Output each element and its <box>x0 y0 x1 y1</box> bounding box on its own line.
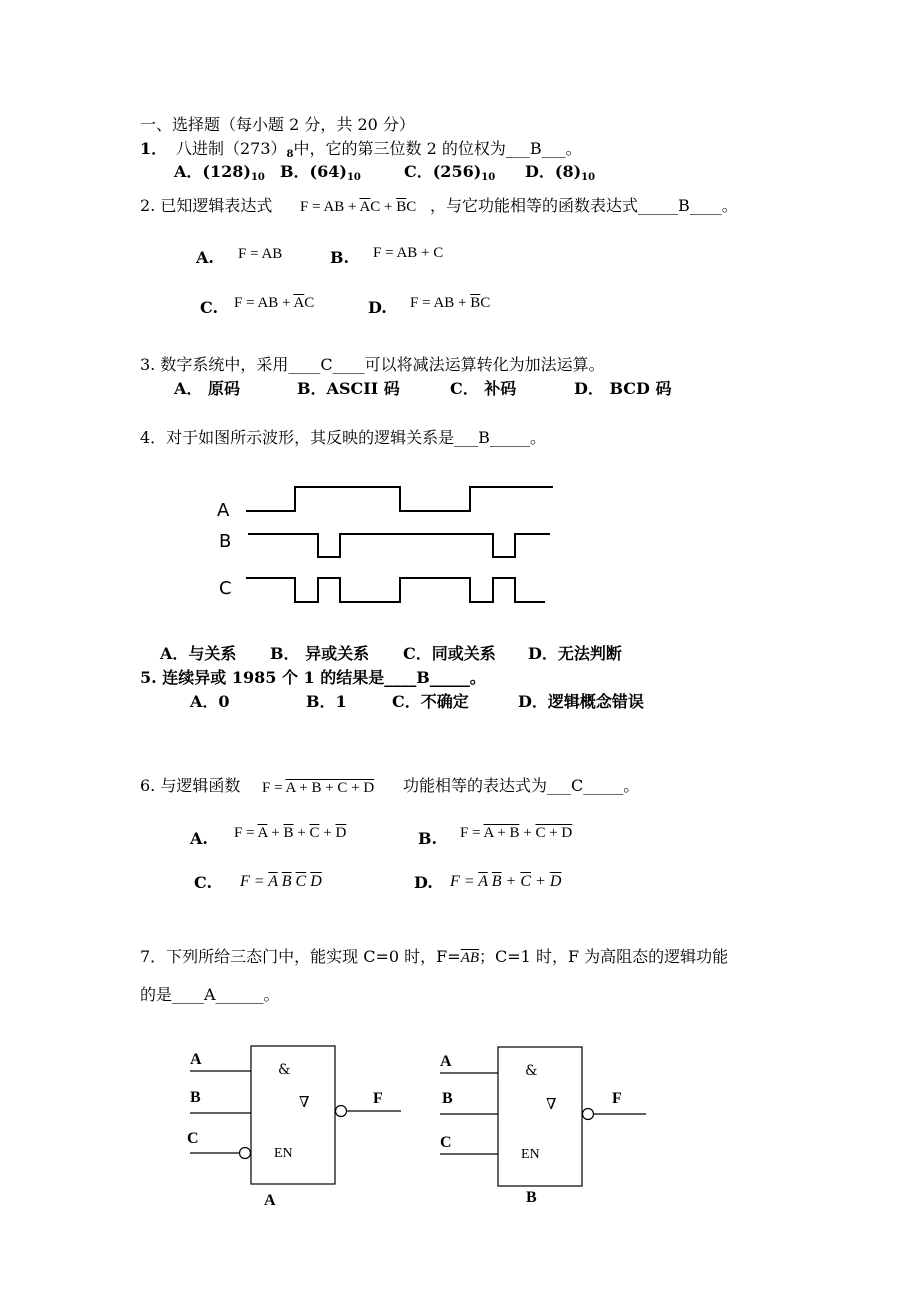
q1-number: 1． <box>140 139 168 158</box>
gate-a-box <box>251 1046 335 1184</box>
gate-a-output-f: F <box>373 1090 383 1107</box>
q7-stem-line2: 的是____A______。 <box>140 985 280 1004</box>
q2-suffix: ，与它功能相等的函数表达式_____B____。 <box>430 196 738 215</box>
q6-option-c: $F = \overline{A}$ $\overline{B}$ $\overline{C}$ $\overline{D}$ <box>240 873 322 890</box>
gate-a-input-a: A <box>190 1051 202 1068</box>
q5-option-c: C．不确定 <box>392 692 469 711</box>
signal-label-b: B <box>219 531 232 552</box>
signal-label-a: A <box>217 500 230 521</box>
q1-option-b: B．$(64)_{10}$ <box>280 162 361 183</box>
q4-option-b: B． 异或关系 <box>270 644 370 663</box>
gate-a-input-c: C <box>187 1130 199 1147</box>
signal-label-c: C <box>219 578 232 599</box>
q6-expression: F = A + B + C + D <box>262 780 375 796</box>
q3-option-d: D． BCD 码 <box>574 379 672 398</box>
gate-a-enable-bubble <box>240 1148 251 1159</box>
q2-option-d: F = AB + $\overline{B}C$ <box>410 295 491 311</box>
q5-option-a: A．0 <box>190 692 230 711</box>
gate-a-and-symbol: & <box>278 1062 291 1078</box>
q2-option-a-label: A. <box>196 248 214 267</box>
q2-option-c-label: C. <box>200 298 219 317</box>
q1-option-d: D．$(8)_{10}$ <box>525 162 596 183</box>
q6-option-d: $F = \overline{A}$ $\overline{B} + \overline{C} + \overline{D}$ <box>450 873 562 890</box>
gate-b-input-b: B <box>442 1090 453 1107</box>
q1-option-a: A．$(128)_{10}$ <box>174 162 265 183</box>
q2-option-d-label: D. <box>368 298 387 317</box>
section-title: 一、选择题（每小题 2 分，共 20 分） <box>140 115 415 134</box>
q4-option-a: A．与关系 <box>160 644 237 663</box>
q7-stem-line1: 7．下列所给三态门中，能实现 C=0 时，$F=\overline{AB}$；C=1 时，F 为高阻态的逻辑功能 <box>140 947 729 966</box>
gate-a-output-bubble <box>336 1106 347 1117</box>
q6-suffix: 功能相等的表达式为___C_____。 <box>403 776 640 795</box>
q2-expression: F = AB + $\overline{A}C + \overline{B}C$ <box>300 199 417 215</box>
q5-option-d: D．逻辑概念错误 <box>518 692 644 711</box>
q6-option-b-label: B. <box>418 829 438 848</box>
gate-b-caption: B <box>526 1189 537 1206</box>
q3-option-b: B．ASCII 码 <box>297 379 400 398</box>
q2-option-b-label: B. <box>330 248 350 267</box>
gate-b-and-symbol: & <box>525 1063 538 1079</box>
q1-option-c: C．$(256)_{10}$ <box>404 162 496 183</box>
q6-option-d-label: D. <box>414 873 433 892</box>
gate-b-input-c: C <box>440 1134 452 1151</box>
gate-b-tristate-symbol: ∇ <box>546 1095 557 1113</box>
q2-option-b: F = AB + C <box>373 245 444 261</box>
gate-b-input-a: A <box>440 1053 452 1070</box>
q4-option-d: D．无法判断 <box>528 644 622 663</box>
q6-option-a: $F = \overline{A} + \overline{B} + \overline{C} + \overline{D}$ <box>234 825 347 841</box>
q4-option-c: C．同或关系 <box>403 644 496 663</box>
q2-option-c: F = AB + $\overline{A}C$ <box>234 295 315 311</box>
q3-stem: 3. 数字系统中，采用____C____可以将减法运算转化为加法运算。 <box>140 355 605 374</box>
q3-option-a: A． 原码 <box>174 379 240 398</box>
q6-option-b: F = A + B + C + D <box>460 825 573 841</box>
gate-b-en-label: EN <box>521 1147 540 1162</box>
gate-b-box <box>498 1047 582 1186</box>
q3-option-c: C． 补码 <box>450 379 517 398</box>
q6-option-a-label: A. <box>190 829 208 848</box>
q4-stem: 4．对于如图所示波形，其反映的逻辑关系是___B_____。 <box>140 428 546 447</box>
q2-prefix: 2. 已知逻辑表达式 <box>140 196 273 215</box>
q6-prefix: 6. 与逻辑函数 <box>140 776 241 795</box>
gate-a-caption: A <box>264 1192 276 1209</box>
q2-option-a: F = AB <box>238 246 283 262</box>
q6-option-c-label: C. <box>194 873 213 892</box>
gate-a-input-b: B <box>190 1089 201 1106</box>
gate-b-output-bubble <box>583 1109 594 1120</box>
gate-a-en-label: EN <box>274 1146 293 1161</box>
q1-stem: 八进制$(273)_8$中，它的第三位数 2 的位权为___B___。 <box>176 139 582 160</box>
gate-b-output-f: F <box>612 1090 622 1107</box>
q5-stem: 5. 连续异或 1985 个 1 的结果是____B_____。 <box>140 668 486 687</box>
gate-a-tristate-symbol: ∇ <box>299 1093 310 1111</box>
q5-option-b: B．1 <box>306 692 347 711</box>
